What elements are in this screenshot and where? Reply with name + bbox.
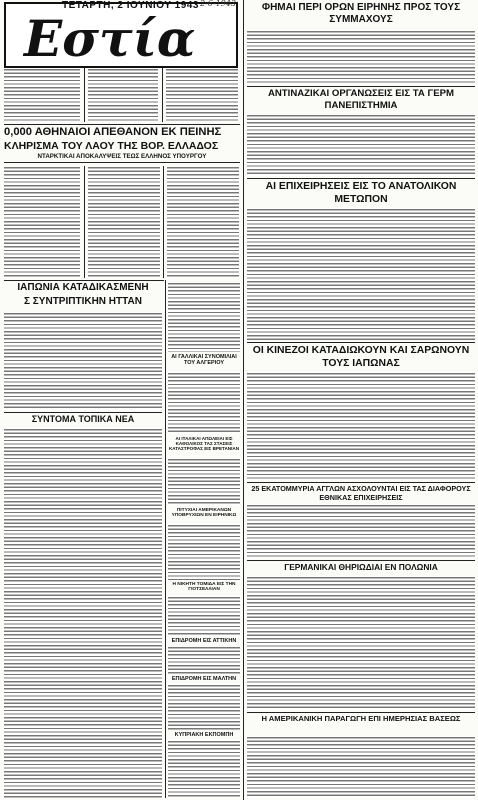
middle-story-3 [168,458,240,506]
headline-rule [4,412,162,413]
right-story-4 [247,372,475,480]
right-headline-7: Η ΑΜΕΡΙΚΑΝΙΚΗ ΠΑΡΑΓΩΓΗ ΕΠΙ ΗΜΕΡΗΣΙΑΣ ΒΑΣΕΩΣ [261,714,461,723]
japan-headline-1: ΙΑΠΩΝΙΑ ΚΑΤΑΔΙΚΑΣΜΕΝΗ [17,282,149,293]
middle-story-6 [168,646,240,674]
column-rule [84,68,85,122]
headline-rule [247,712,475,713]
handwritten-date: 2-6-1943 [200,0,236,8]
right-headline-5: 25 ΕΚΑΤΟΜΜΥΡΙΑ ΑΓΓΛΩΝ ΑΣΧΟΛΟΥΝΤΑΙ ΕΙΣ ΤΑΣ ΔΙΑΦΟΡΟΥΣ ΕΘΝΙΚΑΣ ΕΠΙΧΕΙΡΗΣΕΙΣ [251,484,471,502]
right-story-7 [247,736,475,798]
masthead-logo [14,6,228,62]
column-rule [243,0,244,800]
right-headline-1: ΦΗΜΑΙ ΠΕΡΙ ΟΡΩΝ ΕΙΡΗΝΗΣ ΠΡΟΣ ΤΟΥΣ ΣΥΜΜΑΧΟΥΣ [261,2,461,25]
middle-headline-submarines: ΠΙΤΥΧΙΑΙ ΑΜΕΡΙΚΑΝΩΝ ΥΠΟΒΡΥΧΙΩΝ ΕΝ ΕΙΡΗΝΙΚΩ [171,508,237,518]
column-rule [165,280,166,798]
left-text-3 [166,68,238,122]
middle-headline-norway: Η ΝΙΚΗΤΗ ΤΟΜΙΔΑ ΕΙΣ ΤΗΝ ΓΙΟΤΣΕΛΛΙΑΝ [172,582,236,592]
middle-story-1 [168,282,240,352]
middle-story-5 [168,596,240,636]
headline-rule [4,162,240,163]
local-news-headline: ΣΥΝΤΟΜΑ ΤΟΠΙΚΑ ΝΕΑ [31,414,135,424]
masthead [4,2,238,68]
left-text-2 [88,68,158,122]
right-headline-6: ΓΕΡΜΑΝΙΚΑΙ ΘΗΡΙΩΔΙΑΙ ΕΝ ΠΟΛΩΝΙΑ [284,562,438,572]
dateline: ΤΕΤΑΡΤΗ, 2 ΙΟΥΝΙΟΥ 1943 [62,0,199,11]
middle-headline-attica: ΕΠΙΔΡΟΜΗ ΕΙΣ ΑΤΤΙΚΗΝ [171,638,237,644]
right-headline-3: ΑΙ ΕΠΙΧΕΙΡΗΣΕΙΣ ΕΙΣ ΤΟ ΑΝΑΤΟΛΙΚΟΝ ΜΕΤΩΠΟΝ [265,181,457,205]
middle-headline-french: ΑΙ ΓΑΛΛΙΚΑΙ ΣΥΝΟΜΙΛΙΑΙ ΤΟΥ ΑΛΓΕΡΙΟΥ [171,354,237,366]
local-news-story [4,428,162,798]
right-story-5 [247,504,475,558]
right-story-6 [247,576,475,710]
middle-story-8 [168,740,240,798]
headline-rule [4,124,240,125]
column-rule [163,166,164,278]
japan-story [4,312,162,410]
headline-rule [247,86,475,87]
headline-rule [247,560,475,561]
middle-story-2 [168,372,240,434]
main-subhead: ΝΤΑΡΚΤΙΚΑΙ ΑΠΟΚΑΛΥΨΕΙΣ ΤΕΩΣ ΕΛΛΗΝΟΣ ΥΠΟΥΡΓΟΥ [37,153,207,160]
middle-headline-malta: ΕΠΙΔΡΟΜΗ ΕΙΣ ΜΑΛΤΗΝ [171,676,237,682]
headline-rule [247,178,475,179]
column-rule [84,166,85,278]
main-story-col-2 [88,166,160,278]
japan-headline-2: Σ ΣΥΝΤΡΙΠΤΙΚΗΝ ΗΤΤΑΝ [24,296,142,307]
right-story-2 [247,114,475,176]
right-story-3 [247,208,475,340]
headline-rule [4,280,164,281]
headline-rule [247,482,475,483]
right-story-1 [247,30,475,84]
middle-story-4 [168,524,240,580]
right-headline-4: ΟΙ ΚΙΝΕΖΟΙ ΚΑΤΑΔΙΩΚΟΥΝ ΚΑΙ ΣΑΡΩΝΟΥΝ ΤΟΥΣ ΙΑΠΩΝΑΣ [252,345,470,369]
column-rule [162,68,163,122]
main-headline-1: 0,000 ΑΘΗΝΑΙΟΙ ΑΠΕΘΑΝΟΝ ΕΚ ΠΕΙΝΗΣ [4,126,222,138]
right-headline-2: ΑΝΤΙΝΑΖΙΚΑΙ ΟΡΓΑΝΩΣΕΙΣ ΕΙΣ ΤΑ ΓΕΡΜ ΠΑΝΕΠΙΣΤΗΜΙΑ [267,88,455,111]
main-headline-2: ΚΛΗΡΙΣΜΑ ΤΟΥ ΛΑΟΥ ΤΗΣ ΒΟΡ. ΕΛΛΑΔΟΣ [4,140,219,152]
middle-story-7 [168,684,240,730]
headline-rule [247,342,475,343]
main-story-col-1 [4,166,80,278]
middle-headline-cyprus: ΚΥΠΡΙΑΚΗ ΕΚΠΟΜΠΗ [174,732,234,738]
middle-headline-italian: ΑΙ ΙΤΑΛΙΚΑΙ ΑΠΩΛΕΙΑΙ ΕΙΣ ΚΑΘΟΛΙΚΟΣ ΤΑΣ ΣΤΑΣΕΙΣ ΚΑΤΑΣΤΡΟΦΑΣ ΕΙΣ ΒΡΕΤΑΝΙΑΝ [168,436,240,451]
left-text-1 [4,68,80,122]
svg-text:Εστία: Εστία [24,9,196,62]
main-story-col-3 [167,166,239,278]
